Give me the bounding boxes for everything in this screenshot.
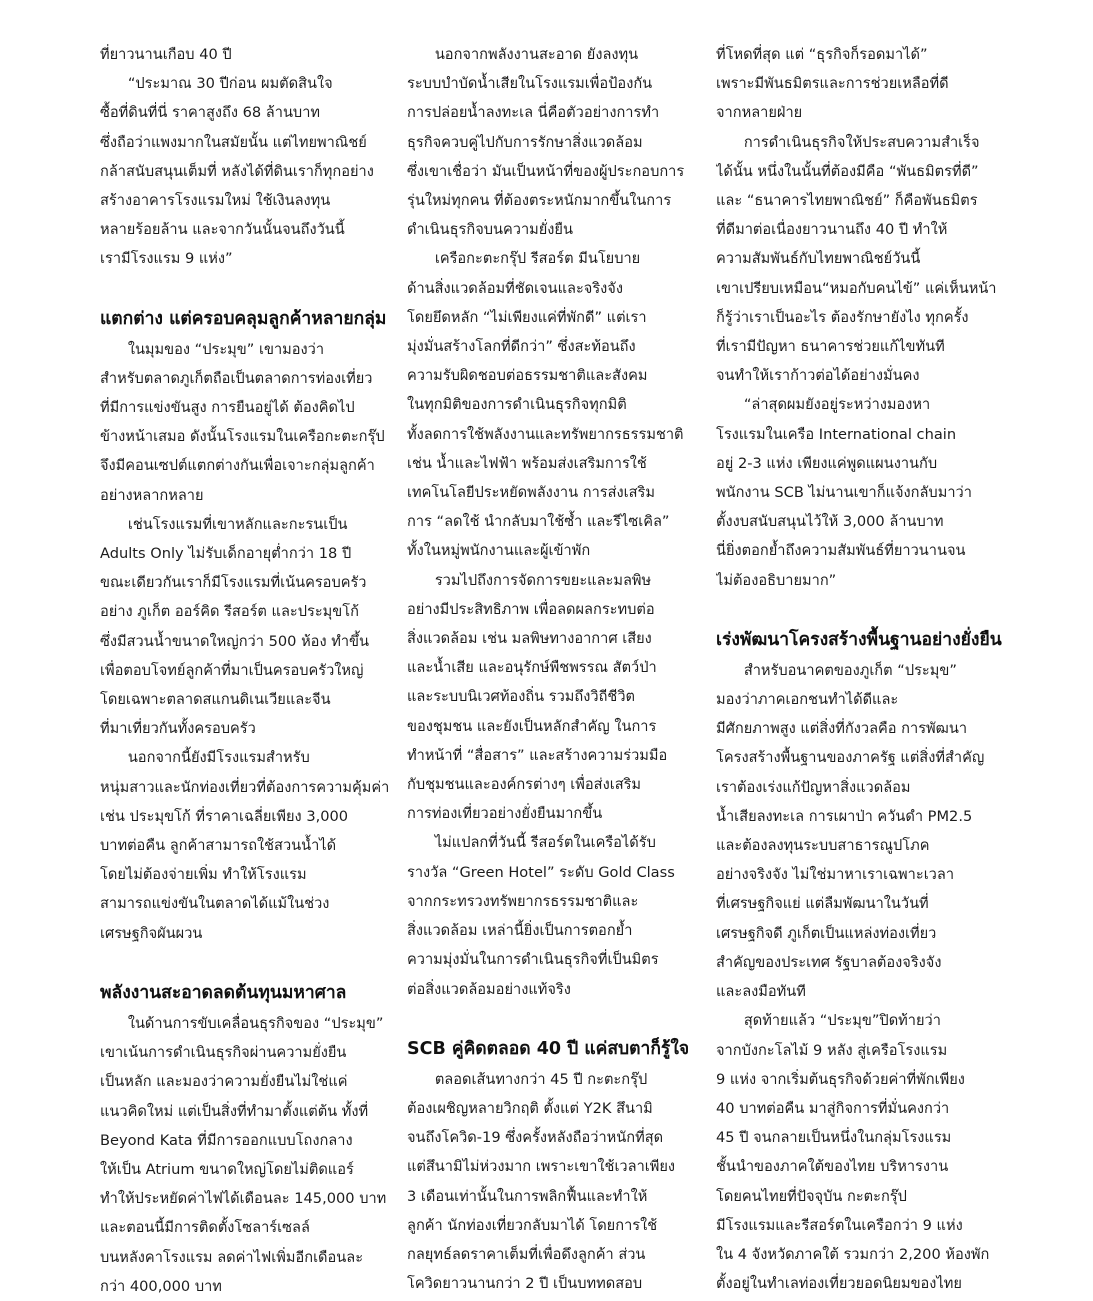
text-line: เป็นหลัก และมองว่าความยั่งยืนไม่ใช่แค่ xyxy=(100,1073,348,1091)
text-line: อย่างจริงจัง ไม่ใช่มาหาเราเฉพาะเวลา xyxy=(716,866,955,884)
text-line: “ประมาณ 30 ปีก่อน ผมตัดสินใจ xyxy=(100,75,333,93)
text-line: อย่างหลากหลาย xyxy=(100,486,204,504)
body-paragraph xyxy=(716,40,1006,128)
text-line: ความมุ่งมั่นในการดำเนินธุรกิจที่เป็นมิตร xyxy=(407,951,659,969)
text-line: สิ่งแวดล้อม เช่น มลพิษทางอากาศ เสียง xyxy=(407,630,652,648)
text-line: สำหรับอนาคตของภูเก็ต “ประมุข” xyxy=(716,661,957,679)
text-line: ชั้นนำของภาคใต้ของไทย บริหารงาน xyxy=(716,1158,949,1176)
text-line: ที่มีการแข่งขันสูง การยืนอยู่ได้ ต้องคิดไป xyxy=(100,399,355,417)
text-line: เครือกะตะกรุ๊ป รีสอร์ต มีนโยบาย xyxy=(407,250,641,268)
text-line: ในด้านการขับเคลื่อนธุรกิจของ “ประมุข” xyxy=(100,1014,384,1032)
body-paragraph xyxy=(100,510,390,744)
text-line: และ “ธนาคารไทยพาณิชย์” ก็คือพันธมิตร xyxy=(716,192,978,210)
text-line: การท่องเที่ยวอย่างยั่งยืนมากขึ้น xyxy=(407,805,603,823)
text-line: โรงแรมในเครือ International chain xyxy=(716,425,957,443)
text-line: ที่โหดที่สุด แต่ “ธุรกิจก็รอดมาได้” xyxy=(716,46,928,63)
text-line: เขาเน้นการดำเนินธุรกิจผ่านความยั่งยืน xyxy=(100,1044,347,1062)
text-line: เช่น น้ำและไฟฟ้า พร้อมส่งเสริมการใช้ xyxy=(407,454,647,472)
article-column-2 xyxy=(407,40,697,1298)
text-line: สิ่งแวดล้อม เหล่านี้ยิ่งเป็นการตอกย้ำ xyxy=(407,922,633,940)
text-line: ใน 4 จังหวัดภาคใต้ รวมกว่า 2,200 ห้องพัก xyxy=(716,1245,990,1263)
text-line: จนถึงโควิด-19 ซึ่งครั้งหลังถือว่าหนักที่สุด xyxy=(407,1129,664,1147)
text-line: และระบบนิเวศท้องถิ่น รวมถึงวิถีชีวิต xyxy=(407,688,635,706)
body-paragraph xyxy=(407,244,697,565)
text-line: ตั้งอยู่ในทำเลท่องเที่ยวยอดนิยมของไทย xyxy=(716,1275,962,1293)
text-line: และตอนนี้มีการติดตั้งโซลาร์เซลล์ xyxy=(100,1219,310,1237)
text-line: ธุรกิจควบคู่ไปกับการรักษาสิ่งแวดล้อม xyxy=(407,133,643,151)
body-paragraph xyxy=(716,128,1006,391)
text-line: กลยุทธ์ลดราคาเต็มที่เพื่อดึงลูกค้า ส่วน xyxy=(407,1245,646,1263)
body-paragraph xyxy=(716,656,1006,1006)
body-paragraph xyxy=(100,335,390,510)
text-line: ก็รู้ว่าเราเป็นอะไร ต้องรักษายังไง ทุกครั้ง xyxy=(716,308,969,326)
text-line: “ล่าสุดผมยังอยู่ระหว่างมองหา xyxy=(716,396,931,414)
body-paragraph xyxy=(100,1009,390,1301)
text-line: เช่นโรงแรมที่เขาหลักและกะรนเป็น xyxy=(100,515,348,533)
text-line: กับชุมชนและองค์กรต่างๆ เพื่อส่งเสริม xyxy=(407,776,642,794)
text-line: ทั้งลดการใช้พลังงานและทรัพยากรธรรมชาติ xyxy=(407,425,684,443)
text-line: ขณะเดียวกันเราก็มีโรงแรมที่เน้นครอบครัว xyxy=(100,574,367,592)
text-line: เศรษฐกิจผันผวน xyxy=(100,924,203,942)
text-line: มีศักยภาพสูง แต่สิ่งที่กังวลคือ การพัฒนา xyxy=(716,720,968,738)
text-line: ไม่ต้องอธิบายมาก” xyxy=(716,571,837,589)
text-line: ลูกค้า นักท่องเที่ยวกลับมาได้ โดยการใช้ xyxy=(407,1216,658,1234)
text-line: ซึ่งมีสวนน้ำขนาดใหญ่กว่า 500 ห้อง ทำขึ้น xyxy=(100,632,369,650)
text-line: ของชุมชน และยังเป็นหลักสำคัญ ในการ xyxy=(407,717,657,735)
text-line: 40 บาทต่อคืน มาสู่กิจการที่มั่นคงกว่า xyxy=(716,1099,950,1117)
text-line: ที่มาเที่ยวกันทั้งครอบครัว xyxy=(100,720,256,738)
text-line: น้ำเสียลงทะเล การเผาป่า ควันดำ PM2.5 xyxy=(716,807,973,825)
body-paragraph xyxy=(716,1006,1006,1298)
text-line: ซื้อที่ดินที่นี่ ราคาสูงถึง 68 ล้านบาท xyxy=(100,104,321,122)
text-line: ทำให้ประหยัดค่าไฟได้เดือนละ 145,000 บาท xyxy=(100,1190,387,1208)
text-line: นอกจากพลังงานสะอาด ยังลงทุน xyxy=(407,46,639,63)
text-line: เช่น ประมุขโก้ ที่ราคาเฉลี่ยเพียง 3,000 xyxy=(100,807,349,825)
text-line: พนักงาน SCB ไม่นานเขาก็แจ้งกลับมาว่า xyxy=(716,484,972,502)
text-line: โดยคนไทยที่ปัจจุบัน กะตะกรุ๊ป xyxy=(716,1187,907,1205)
text-line: หลายร้อยล้าน และจากวันนั้นจนถึงวันนี้ xyxy=(100,221,345,239)
text-line: จากหลายฝ่าย xyxy=(716,104,803,122)
text-line: ที่ยาวนานเกือบ 40 ปี xyxy=(100,46,232,63)
text-line: สำคัญของประเทศ รัฐบาลต้องจริงจัง xyxy=(716,953,942,971)
text-line: บนหลังคาโรงแรม ลดค่าไฟเพิ่มอีกเดือนละ xyxy=(100,1248,364,1266)
section-spacer xyxy=(716,595,1006,624)
text-line: 9 แห่ง จากเริ่มต้นธุรกิจด้วยค่าที่พักเพียง xyxy=(716,1070,965,1088)
article-column-3 xyxy=(716,40,1006,1298)
text-line: รางวัล “Green Hotel” ระดับ Gold Class xyxy=(407,863,675,881)
text-line: ตลอดเส้นทางกว่า 45 ปี กะตะกรุ๊ป xyxy=(407,1070,648,1088)
text-line: ทำหน้าที่ “สื่อสาร” และสร้างความร่วมมือ xyxy=(407,746,668,764)
text-line: รวมไปถึงการจัดการขยะและมลพิษ xyxy=(407,571,652,589)
text-line: ในทุกมิติของการดำเนินธุรกิจทุกมิติ xyxy=(407,396,627,414)
text-line: ที่ดีมาต่อเนื่องยาวนานถึง 40 ปี ทำให้ xyxy=(716,221,948,239)
text-line: สำหรับตลาดภูเก็ตถือเป็นตลาดการท่องเที่ยว xyxy=(100,369,373,387)
text-line: กล้าสนับสนุนเต็มที่ หลังได้ที่ดินเราก็ทุกอย่าง xyxy=(100,162,374,180)
text-line: มุ่งมั่นสร้างโลกที่ดีกว่า” ซึ่งสะท้อนถึง xyxy=(407,338,636,356)
body-paragraph xyxy=(407,828,697,1003)
text-line: จนทำให้เราก้าวต่อได้อย่างมั่นคง xyxy=(716,367,920,385)
text-line: 3 เดือนเท่านั้นในการพลิกฟื้นและทำให้ xyxy=(407,1187,648,1205)
text-line: สุดท้ายแล้ว “ประมุข”ปิดท้ายว่า xyxy=(716,1012,941,1030)
text-line: จากบังกะโลไม้ 9 หลัง สู่เครือโรงแรม xyxy=(716,1041,948,1059)
text-line: ทั้งในหมู่พนักงานและผู้เข้าพัก xyxy=(407,542,591,560)
text-line: ให้เป็น Atrium ขนาดใหญ่โดยไม่ติดแอร์ xyxy=(100,1160,354,1178)
text-line: Adults Only ไม่รับเด็กอายุต่ำกว่า 18 ปี xyxy=(100,545,352,563)
text-line: 45 ปี จนกลายเป็นหนึ่งในกลุ่มโรงแรม xyxy=(716,1129,952,1147)
text-line: ตั้งงบสนับสนุนไว้ให้ 3,000 ล้านบาท xyxy=(716,513,944,531)
text-line: การดำเนินธุรกิจให้ประสบความสำเร็จ xyxy=(716,133,980,151)
text-line: จากกระทรวงทรัพยากรธรรมชาติและ xyxy=(407,892,639,910)
text-line: เขาเปรียบเหมือน“หมอกับคนไข้” แค่เห็นหน้า xyxy=(716,279,997,297)
text-line: สร้างอาคารโรงแรมใหม่ ใช้เงินลงทุน xyxy=(100,192,331,210)
body-paragraph xyxy=(716,390,1006,594)
text-line: และน้ำเสีย และอนุรักษ์พืชพรรณ สัตว์ป่า xyxy=(407,659,657,677)
text-line: อย่างมีประสิทธิภาพ เพื่อลดผลกระทบต่อ xyxy=(407,600,655,618)
body-paragraph xyxy=(407,566,697,829)
section-spacer xyxy=(100,274,390,303)
text-line: ดำเนินธุรกิจบนความยั่งยืน xyxy=(407,221,573,239)
text-line: บาทต่อคืน ลูกค้าสามารถใช้สวนน้ำได้ xyxy=(100,837,337,855)
text-line: โดยไม่ต้องจ่ายเพิ่ม ทำให้โรงแรม xyxy=(100,866,307,884)
text-line: จึงมีคอนเซปต์แตกต่างกันเพื่อเจาะกลุ่มลูกค้า xyxy=(100,457,375,475)
text-line: ต่อสิ่งแวดล้อมอย่างแท้จริง xyxy=(407,980,571,998)
section-heading: เร่งพัฒนาโครงสร้างพื้นฐานอย่างยั่งยืน xyxy=(716,629,1002,650)
section-heading: พลังงานสะอาดลดต้นทุนมหาศาล xyxy=(100,982,347,1003)
text-line: หนุ่มสาวและนักท่องเที่ยวที่ต้องการความคุ้มค่า xyxy=(100,778,390,796)
text-line: โดยยึดหลัก “ไม่เพียงแค่ที่พักดี” แต่เรา xyxy=(407,308,647,326)
section-heading: SCB คู่คิดตลอด 40 ปี แค่สบตาก็รู้ใจ xyxy=(407,1038,690,1059)
text-line: ความสัมพันธ์กับไทยพาณิชย์วันนี้ xyxy=(716,250,921,268)
text-line: แต่สึนามิไม่ห่วงมาก เพราะเขาใช้เวลาเพียง xyxy=(407,1158,676,1176)
text-line: และลงมือทันที xyxy=(716,983,806,1001)
body-paragraph xyxy=(407,1065,697,1299)
text-line: ที่เศรษฐกิจแย่ แต่ลืมพัฒนาในวันที่ xyxy=(716,895,929,913)
text-line: เรามีโรงแรม 9 แห่ง” xyxy=(100,250,233,268)
text-line: เพื่อตอบโจทย์ลูกค้าที่มาเป็นครอบครัวใหญ่ xyxy=(100,661,364,679)
text-line: ระบบบำบัดน้ำเสียในโรงแรมเพื่อป้องกัน xyxy=(407,75,653,93)
body-paragraph xyxy=(100,743,390,947)
text-line: การปล่อยน้ำลงทะเล นี่คือตัวอย่างการทำ xyxy=(407,104,660,122)
text-line: โควิดยาวนานกว่า 2 ปี เป็นบททดสอบ xyxy=(407,1275,643,1293)
text-line: ได้นั้น หนึ่งในนั้นที่ต้องมีคือ “พันธมิตรที่ดี” xyxy=(716,162,979,180)
text-line: ที่เรามีปัญหา ธนาคารช่วยแก้ไขทันที xyxy=(716,338,945,356)
text-line: อยู่ 2-3 แห่ง เพียงแค่พูดแผนงานกับ xyxy=(716,454,938,472)
text-line: รุ่นใหม่ทุกคน ที่ต้องตระหนักมากขึ้นในการ xyxy=(407,192,672,210)
text-line: สามารถแข่งขันในตลาดได้แม้ในช่วง xyxy=(100,895,330,913)
text-line: เพราะมีพันธมิตรและการช่วยเหลือที่ดี xyxy=(716,75,949,93)
text-line: นอกจากนี้ยังมีโรงแรมสำหรับ xyxy=(100,749,310,767)
text-line: นี่ยิ่งตอกย้ำถึงความสัมพันธ์ที่ยาวนานจน xyxy=(716,542,966,560)
text-line: โดยเฉพาะตลาดสแกนดิเนเวียและจีน xyxy=(100,691,331,709)
text-line: ไม่แปลกที่วันนี้ รีสอร์ตในเครือได้รับ xyxy=(407,834,656,852)
text-line: มองว่าภาคเอกชนทำได้ดีและ xyxy=(716,691,899,709)
text-line: ซึ่งถือว่าแพงมากในสมัยนั้น แต่ไทยพาณิชย์ xyxy=(100,133,367,151)
text-line: เราต้องเร่งแก้ปัญหาสิ่งแวดล้อม xyxy=(716,778,911,796)
text-line: เศรษฐกิจดี ภูเก็ตเป็นแหล่งท่องเที่ยว xyxy=(716,924,937,942)
text-line: ด้านสิ่งแวดล้อมที่ชัดเจนและจริงจัง xyxy=(407,279,623,297)
text-line: แนวคิดใหม่ แต่เป็นสิ่งที่ทำมาตั้งแต่ต้น ทั้งที่ xyxy=(100,1102,369,1120)
text-line: โครงสร้างพื้นฐานของภาครัฐ แต่สิ่งที่สำคัญ xyxy=(716,749,985,767)
text-line: ต้องเผชิญหลายวิกฤติ ตั้งแต่ Y2K สึนามิ xyxy=(407,1099,653,1117)
body-paragraph xyxy=(100,40,390,274)
text-line: ซึ่งเขาเชื่อว่า มันเป็นหน้าที่ของผู้ประกอบการ xyxy=(407,162,685,180)
text-line: Beyond Kata ที่มีการออกแบบโถงกลาง xyxy=(100,1131,353,1149)
text-line: กว่า 400,000 บาท xyxy=(100,1277,222,1295)
article-column-1 xyxy=(100,40,390,1301)
section-spacer xyxy=(407,1004,697,1033)
text-line: อย่าง ภูเก็ต ออร์คิด รีสอร์ต และประมุขโก้ xyxy=(100,603,359,621)
section-heading: แตกต่าง แต่ครอบคลุมลูกค้าหลายกลุ่ม xyxy=(100,308,387,329)
section-spacer xyxy=(100,948,390,977)
text-line: ข้างหน้าเสมอ ดังนั้นโรงแรมในเครือกะตะกรุ๊ป xyxy=(100,428,385,446)
text-line: มีโรงแรมและรีสอร์ตในเครือกว่า 9 แห่ง xyxy=(716,1216,963,1234)
text-line: การ “ลดใช้ นำกลับมาใช้ซ้ำ และรีไซเคิล” xyxy=(407,513,670,531)
text-line: และต้องลงทุนระบบสาธารณูปโภค xyxy=(716,837,930,855)
body-paragraph xyxy=(407,40,697,244)
text-line: ในมุมของ “ประมุข” เขามองว่า xyxy=(100,340,325,358)
text-line: ความรับผิดชอบต่อธรรมชาติและสังคม xyxy=(407,367,648,385)
text-line: เทคโนโลยีประหยัดพลังงาน การส่งเสริม xyxy=(407,484,655,502)
